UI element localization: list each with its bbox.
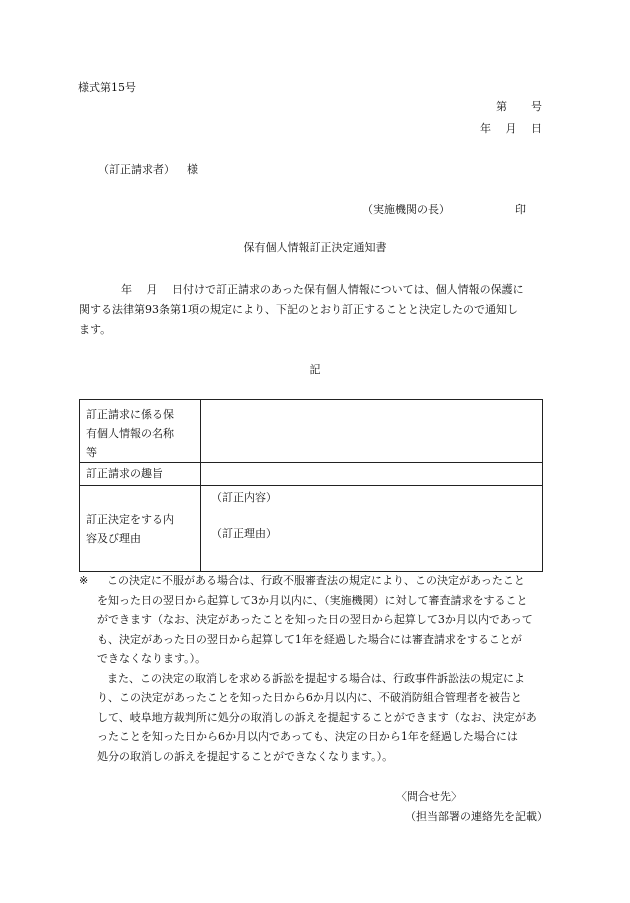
row-label-decision [80,486,201,572]
note-line: できなくなります。）。 [97,652,207,665]
seal-mark: 印 [515,203,526,216]
note-line: を知った日の翌日から起算して3か月以内に、（実施機関）に対して審査請求をすること [97,593,528,607]
note-line: して、岐阜地方裁判所に処分の取消しの訴えを提起することができます（なお、決定があ [97,710,537,724]
correction-reason-label: （訂正理由） [211,527,277,540]
date-year: 年 [480,122,491,135]
note-line: も、決定があった日の翌日から起算して1年を経過した場合には審査請求をすることが [97,632,522,646]
ki-heading: 記 [309,363,321,376]
form-number: 様式第15号 [78,81,136,94]
note-text: この決定に不服がある場合は、行政不服審査法の規定により、この決定があったこと [107,574,525,587]
value-cell-purpose [201,463,543,486]
body-paragraph [79,280,551,340]
document-number [496,101,542,112]
date-day: 日 [531,122,542,135]
note-line [79,571,553,591]
doc-number-suffix: 号 [531,100,542,113]
decision-table [79,399,543,572]
value-cell-info-name [201,400,543,463]
contact-detail: （担当部署の連絡先を記載） [405,810,548,823]
body-line: ます。 [79,323,112,336]
label-line: 訂正請求に係る保 [86,408,174,421]
body-line: 年 月 日付けで訂正請求のあった保有個人情報については、個人情報の保護に [121,283,524,296]
correction-content-label: （訂正内容） [211,491,277,504]
row-label-info-name [80,400,201,463]
note-line: り、この決定があったことを知った日から6か月以内に、不破消防組合管理者を被告と [97,691,522,704]
label-line: 訂正決定をする内 [86,512,174,526]
issue-date [480,123,542,134]
body-line: 関する法律第93条第1項の規定により、下記のとおり訂正することと決定したので通知し [79,303,518,316]
sender-name: （実施機関の長） [362,203,450,216]
recipient-honorific: 様 [187,163,198,176]
label-line: 等 [86,446,97,459]
table-row [80,463,543,486]
doc-number-prefix: 第 [496,100,507,113]
note-line: 処分の取消しの訴えを提起することができなくなります。）。 [97,749,394,763]
note-mark: ※ [79,574,89,587]
value-cell-decision [201,486,543,572]
notes-section [79,571,553,766]
table-row [80,486,543,572]
label-line: 容及び理由 [86,531,141,545]
date-month: 月 [505,122,517,135]
row-label-purpose: 訂正請求の趣旨 [80,463,201,486]
contact-label: 〈問合せ先〉 [396,790,462,803]
label-line: 有個人情報の名称 [86,427,174,440]
recipient-name: （訂正請求者） [98,163,175,176]
document-title: 保有個人情報訂正決定通知書 [243,241,387,254]
note-line: また、この決定の取消しを求める訴訟を提起する場合は、行政事件訴訟法の規定によ [107,671,525,685]
table-row [80,400,543,463]
recipient [98,164,198,175]
note-line: ったことを知った日から6か月以内であっても、決定の日から1年を経過した場合には [97,730,518,743]
note-line: ができます（なお、決定があったことを知った日の翌日から起算して3か月以内であって [97,613,533,626]
